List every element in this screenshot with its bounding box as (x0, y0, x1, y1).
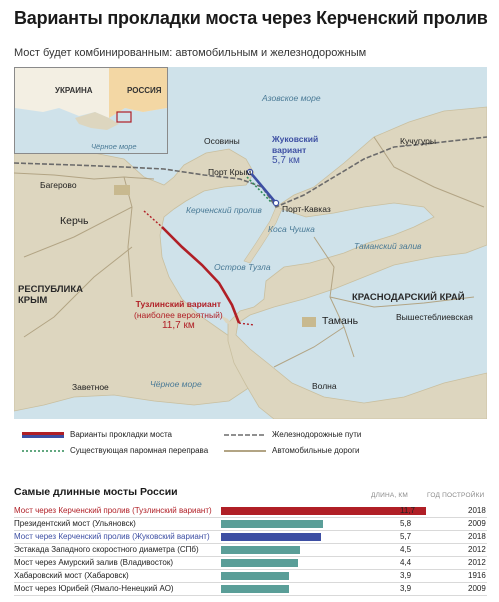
bridge-row (14, 583, 487, 596)
map-legend (14, 424, 487, 464)
col-year-header: ГОД ПОСТРОЙКИ (427, 492, 485, 499)
zhukovsky-label-line2: вариант (272, 144, 307, 155)
legend-railway-symbol (224, 431, 266, 439)
zhukovsky-length: 5,7 км (272, 155, 300, 167)
legend-roads (224, 446, 360, 455)
label-black-sea: Чёрное море (150, 379, 202, 389)
bridge-length-value: 3,9 (400, 571, 412, 580)
col-length-header: ДЛИНА, КМ (371, 492, 408, 499)
bridge-row (14, 557, 487, 570)
label-taman-bay: Таманский залив (354, 241, 422, 251)
legend-ferry-symbol (22, 447, 64, 455)
bridge-length-bar (221, 533, 321, 541)
bridge-row (14, 531, 487, 544)
bridge-row (14, 518, 487, 531)
legend-bridge-symbol (22, 431, 64, 439)
bridge-length-value: 4,5 (400, 545, 412, 554)
label-tuzla-island: Остров Тузла (214, 262, 271, 272)
label-kerch-strait: Керченский пролив (186, 205, 262, 215)
bridge-length-bar (221, 520, 323, 528)
bridge-length-value: 4,4 (400, 558, 412, 567)
taman-area (302, 317, 316, 327)
zhukovsky-end-b (273, 200, 278, 205)
bridge-row (14, 505, 487, 518)
bridge-name: Хабаровский мост (Хабаровск) (14, 571, 129, 580)
bridge-row (14, 544, 487, 557)
page-subtitle: Мост будет комбинированным: автомобильным и железнодорожным (14, 47, 367, 59)
bridge-length-value: 11,7 (400, 506, 415, 515)
bridge-length-bar (221, 507, 426, 515)
legend-bridge-label: Варианты прокладки моста (70, 430, 172, 439)
label-rep-krym-2: КРЫМ (18, 294, 48, 306)
tuzla-label-line2: (наиболее вероятный) (134, 309, 223, 320)
legend-bridge-variants (22, 430, 172, 439)
bridge-row (14, 570, 487, 583)
bridge-name: Эстакада Западного скоростного диаметра (СПб) (14, 545, 199, 554)
label-osoviny: Осовины (204, 136, 240, 146)
bridge-length-bar (221, 546, 300, 554)
label-taman: Тамань (322, 315, 359, 327)
bridge-year: 2012 (468, 558, 486, 567)
bridge-length-value: 5,8 (400, 519, 412, 528)
bridge-year: 2018 (468, 532, 486, 541)
label-volna: Волна (312, 381, 337, 391)
page-title: Варианты прокладки моста через Керченский пролив (14, 8, 488, 28)
bridge-year: 2009 (468, 584, 486, 593)
map (14, 67, 487, 419)
kerch-area (114, 185, 130, 195)
bridge-year: 2012 (468, 545, 486, 554)
legend-road-symbol (224, 447, 266, 455)
tuzla-label-line1: Тузлинский вариант (135, 299, 222, 309)
legend-railways (224, 430, 361, 439)
ferry-line (247, 177, 272, 203)
legend-ferry-label: Существующая паромная переправа (70, 446, 209, 455)
bridge-name: Мост через Амурский залив (Владивосток) (14, 558, 174, 567)
legend-ferry (22, 446, 208, 455)
label-rep-krym (18, 285, 83, 307)
label-zavetnoe: Заветное (72, 382, 109, 392)
inset-svg (15, 68, 167, 153)
bridge-name: Мост через Керченский пролив (Жуковский вариант) (14, 532, 210, 541)
bridge-length-value: 5,7 (400, 532, 412, 541)
bridges-title: Самые длинные мосты России (14, 486, 178, 498)
label-port-krym: Порт Крым (208, 167, 252, 177)
bridge-length-bar (221, 572, 289, 580)
label-port-kavkaz: Порт-Кавказ (282, 204, 331, 214)
bridge-year: 1916 (468, 571, 486, 580)
label-kerch: Керчь (60, 215, 89, 227)
bridges-table (14, 505, 487, 596)
label-azov-sea: Азовское море (262, 93, 321, 103)
bridge-name: Мост через Керченский пролив (Тузлинский вариант) (14, 506, 212, 515)
label-vyshestebl: Вышестеблиевская (396, 312, 473, 322)
label-kuchugury: Кучугуры (400, 136, 436, 146)
inset-sea-label: Чёрное море (91, 142, 137, 151)
zhukovsky-route (250, 172, 276, 203)
legend-railway-label: Железнодорожные пути (272, 430, 362, 439)
bridge-name: Президентский мост (Ульяновск) (14, 519, 136, 528)
tuzla-length: 11,7 км (161, 320, 195, 332)
inset-ukraine-label: УКРАИНА (55, 86, 93, 95)
bridge-length-bar (221, 585, 289, 593)
zhukovsky-label (272, 134, 318, 168)
bridge-name: Мост через Юрибей (Ямало-Ненецкий АО) (14, 584, 174, 593)
bridge-year: 2018 (468, 506, 486, 515)
inset-russia-label: РОССИЯ (127, 86, 162, 95)
bridge-year: 2009 (468, 519, 486, 528)
label-krasnodar: КРАСНОДАРСКИЙ КРАЙ (352, 292, 465, 303)
zhukovsky-label-line1: Жуковский (272, 134, 319, 144)
label-rep-krym-1: РЕСПУБЛИКА (18, 284, 84, 295)
tuzla-label (134, 299, 223, 333)
label-bagerovo: Багерово (40, 180, 77, 190)
legend-road-label: Автомобильные дороги (272, 446, 360, 455)
inset-map (14, 67, 168, 154)
label-kosa-chushka: Коса Чушка (268, 224, 315, 234)
bridge-length-value: 3,9 (400, 584, 412, 593)
tuzla-connector-b (239, 323, 254, 325)
bridge-length-bar (221, 559, 298, 567)
